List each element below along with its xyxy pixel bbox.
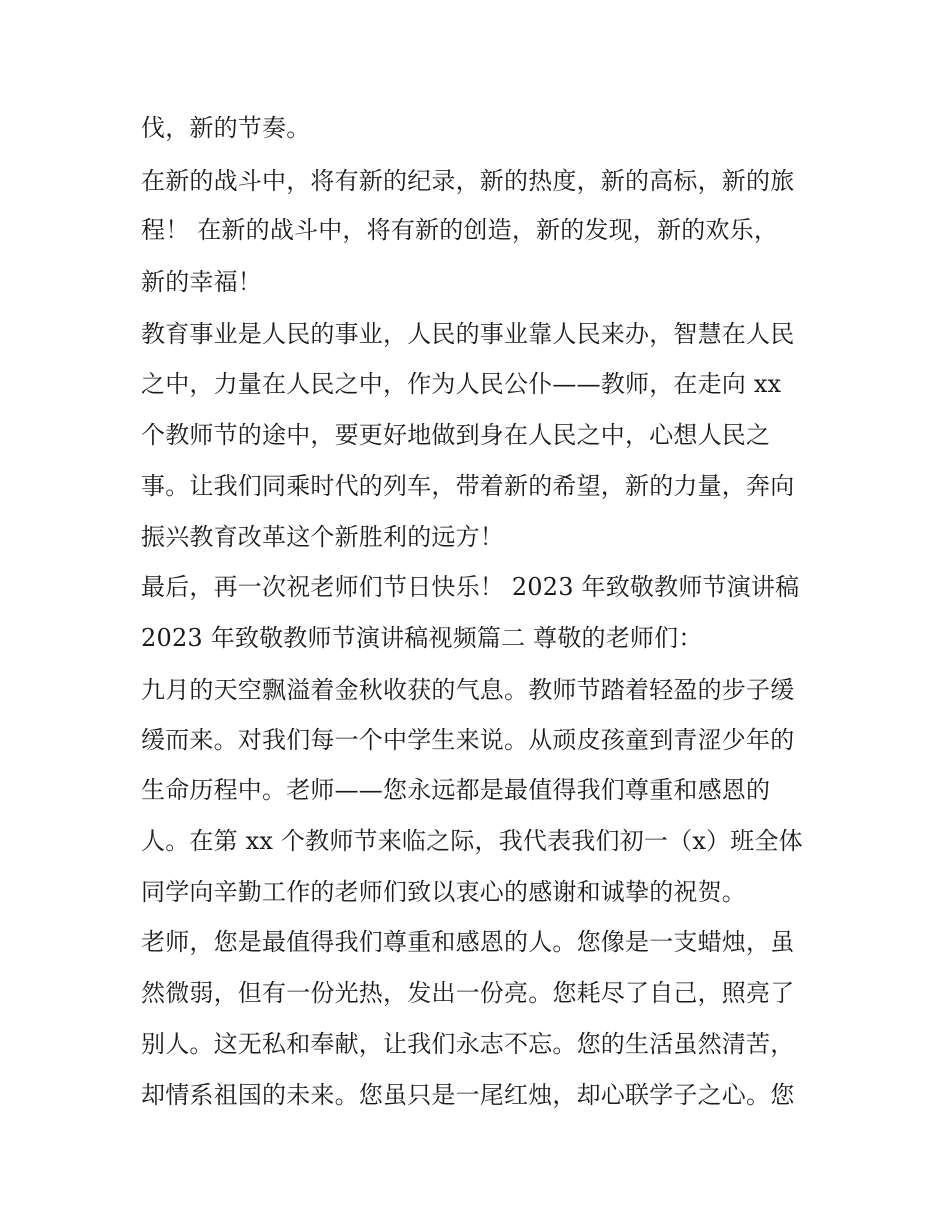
- text-line: 然微弱，但有一份光热，发出一份亮。您耗尽了自己，照亮了: [141, 979, 795, 1007]
- text-line: 之中，力量在人民之中，作为人民公仆——教师，在走向 xx: [141, 370, 782, 398]
- text-line: 最后，再一次祝老师们节日快乐！ 2023 年致敬教师节演讲稿: [141, 573, 800, 601]
- text-line: 人。在第 xx 个教师节来临之际，我代表我们初一（x）班全体: [141, 827, 803, 855]
- text-line: 老师，您是最值得我们尊重和感恩的人。您像是一支蜡烛，虽: [141, 928, 795, 956]
- text-line: 伐，新的节奏。: [141, 114, 311, 142]
- text-line: 别人。这无私和奉献，让我们永志不忘。您的生活虽然清苦，: [141, 1030, 795, 1058]
- text-line: 事。让我们同乘时代的列车，带着新的希望，新的力量，奔向: [141, 472, 795, 500]
- text-line: 新的幸福！: [141, 268, 262, 296]
- text-line: 振兴教育改革这个新胜利的远方！: [141, 523, 504, 551]
- text-line: 在新的战斗中，将有新的纪录，新的热度，新的高标，新的旅: [141, 167, 795, 195]
- text-line: 2023 年致敬教师节演讲稿视频篇二 尊敬的老师们：: [141, 624, 703, 652]
- text-line: 却情系祖国的未来。您虽只是一尾红烛，却心联学子之心。您: [141, 1081, 795, 1109]
- text-line: 程！ 在新的战斗中，将有新的创造，新的发现，新的欢乐，: [141, 216, 779, 244]
- text-line: 同学向辛勤工作的老师们致以衷心的感谢和诚挚的祝贺。: [141, 878, 746, 906]
- text-line: 九月的天空飘溢着金秋收获的气息。教师节踏着轻盈的步子缓: [141, 676, 795, 704]
- text-line: 个教师节的途中，要更好地做到身在人民之中，心想人民之: [141, 421, 771, 449]
- text-line: 教育事业是人民的事业，人民的事业靠人民来办，智慧在人民: [141, 320, 795, 348]
- text-line: 生命历程中。老师——您永远都是最值得我们尊重和感恩的: [141, 776, 771, 804]
- text-line: 缓而来。对我们每一个中学生来说。从顽皮孩童到青涩少年的: [141, 726, 795, 754]
